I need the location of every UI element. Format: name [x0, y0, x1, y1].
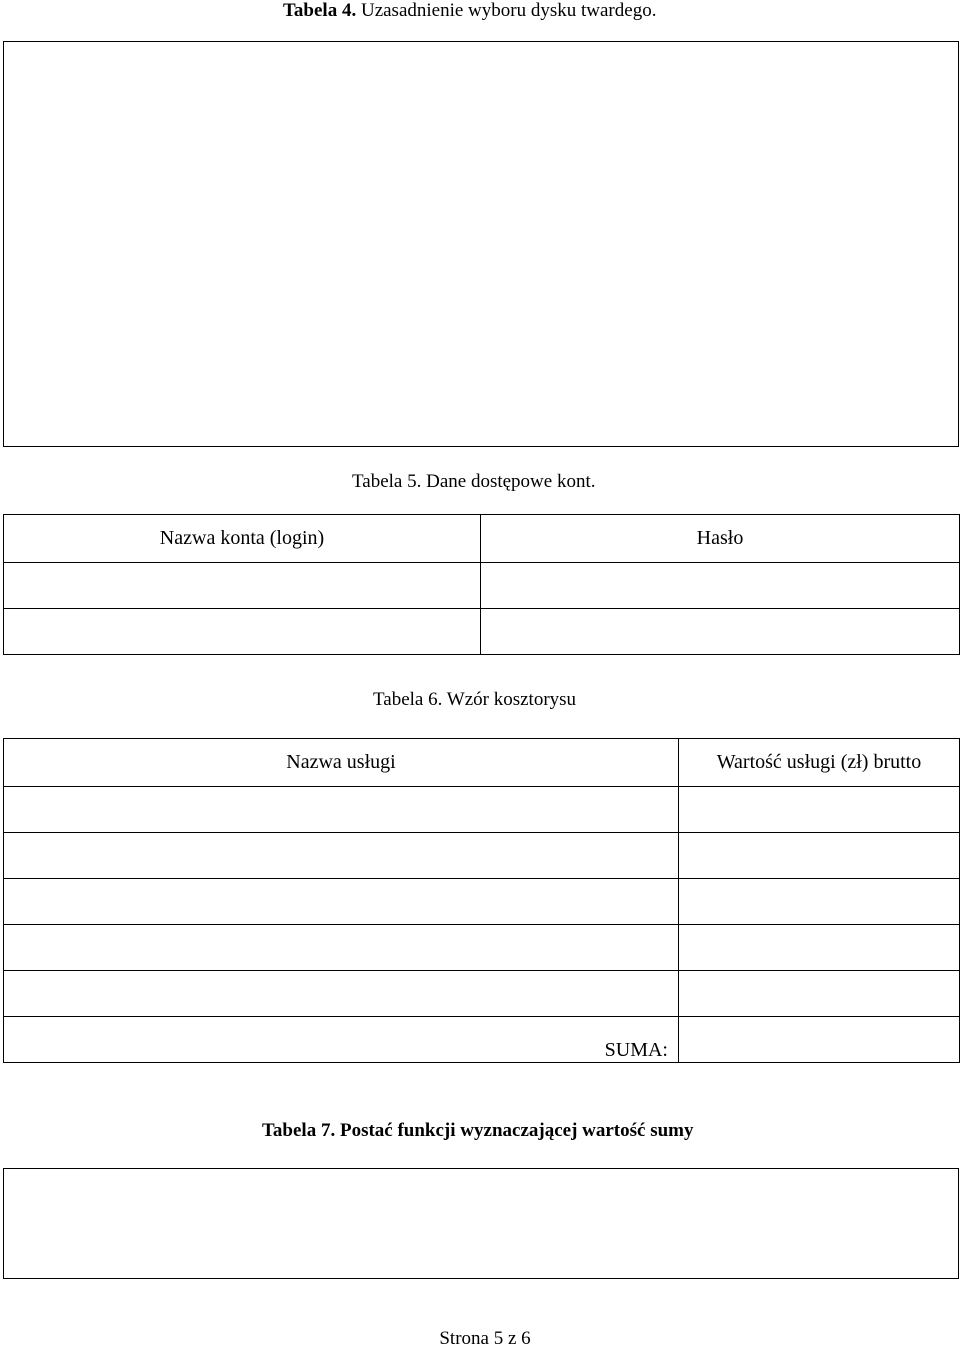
table5-header-row — [4, 515, 960, 563]
table6-cell-service[interactable] — [4, 879, 679, 925]
table5-cell-password[interactable] — [481, 563, 960, 609]
table6-cell-service[interactable] — [4, 971, 679, 1017]
table4-caption-text: Uzasadnienie wyboru dysku twardego. — [356, 0, 657, 21]
table6-sum-label: SUMA: — [4, 1017, 679, 1063]
table6-caption — [373, 689, 576, 711]
table7-caption — [262, 1120, 694, 1142]
table6-header-service: Nazwa usługi — [4, 739, 679, 787]
table-row — [4, 833, 960, 879]
table6-cell-value[interactable] — [679, 787, 960, 833]
table5-caption-text: Dane dostępowe kont. — [421, 471, 596, 492]
table5-cell-login[interactable] — [4, 609, 481, 655]
table-row — [4, 609, 960, 655]
table4-answer-box[interactable] — [3, 41, 959, 447]
table6-cell-service[interactable] — [4, 833, 679, 879]
table6-cell-value[interactable] — [679, 925, 960, 971]
table6-header-row — [4, 739, 960, 787]
table5-header-password: Hasło — [481, 515, 960, 563]
table7-answer-box[interactable] — [3, 1168, 959, 1279]
table5-cell-login[interactable] — [4, 563, 481, 609]
table7-caption-text: Tabela 7. Postać funkcji wyznaczającej wartość sumy — [262, 1120, 694, 1141]
table-row — [4, 563, 960, 609]
table5-caption-number: Tabela 5. — [352, 471, 422, 492]
table6-sum-row — [4, 1017, 960, 1063]
table6-header-value: Wartość usługi (zł) brutto — [679, 739, 960, 787]
table6-cost-table — [3, 738, 960, 1063]
table-row — [4, 879, 960, 925]
table6-cell-service[interactable] — [4, 925, 679, 971]
table6-cell-value[interactable] — [679, 971, 960, 1017]
page-number: Strona 5 z 6 — [439, 1328, 531, 1349]
table5-accounts-table — [3, 514, 960, 655]
table5-cell-password[interactable] — [481, 609, 960, 655]
table6-cell-service[interactable] — [4, 787, 679, 833]
table6-cell-value[interactable] — [679, 833, 960, 879]
table5-header-login: Nazwa konta (login) — [4, 515, 481, 563]
table6-sum-value[interactable] — [679, 1017, 960, 1063]
table-row — [4, 787, 960, 833]
table4-caption — [283, 0, 656, 22]
table5-caption — [352, 471, 596, 493]
table6-caption-text: Wzór kosztorysu — [442, 689, 577, 710]
table6-caption-number: Tabela 6. — [373, 689, 443, 710]
table-row — [4, 925, 960, 971]
table4-caption-number: Tabela 4. — [283, 0, 357, 21]
table-row — [4, 971, 960, 1017]
table6-cell-value[interactable] — [679, 879, 960, 925]
